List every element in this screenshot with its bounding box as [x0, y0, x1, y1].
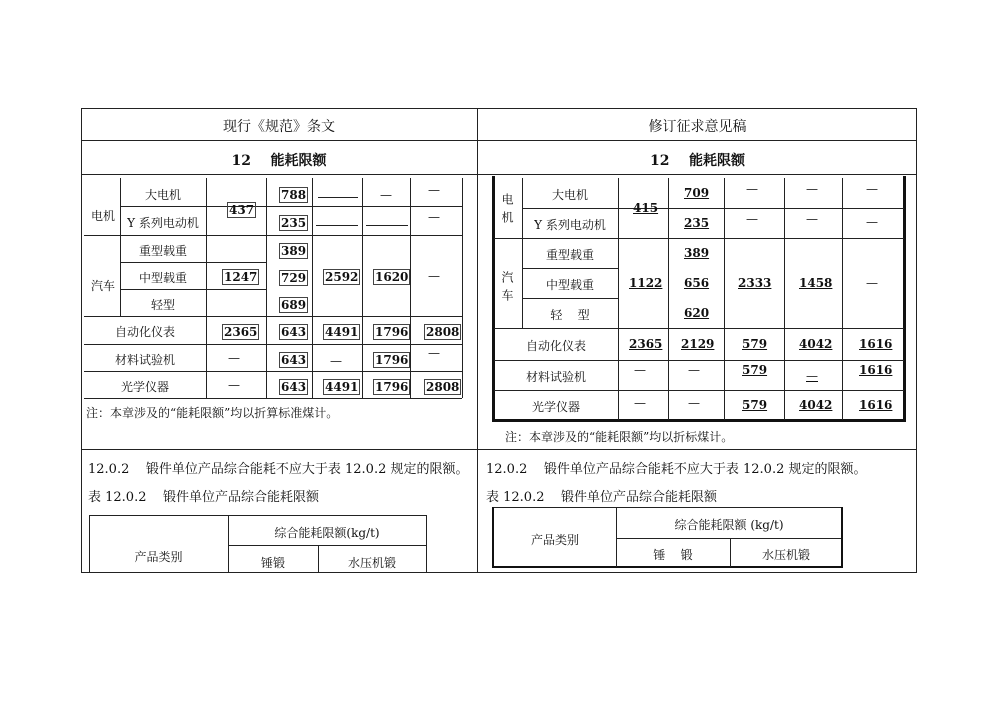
section-divider — [81, 174, 917, 175]
clause-divider — [81, 449, 917, 450]
left-clause-text: 12.0.2 锻件单位产品综合能耗不应大于表 12.0.2 规定的限额。 — [88, 462, 469, 477]
right-column-title: 修订征求意见稿 — [648, 119, 747, 135]
right-mat-v1: — — [634, 363, 646, 377]
right-motor-dash-6: — — [866, 215, 878, 229]
right-row-medium: 中型载重 — [545, 278, 594, 292]
right-auto-v1: 2365 — [629, 337, 663, 351]
left-motor-col2-a: 788 — [281, 188, 307, 202]
left-motor-col3-dash — [318, 197, 358, 198]
left-row-heavy: 重型载重 — [138, 244, 187, 258]
left-car-col5: — — [428, 269, 440, 283]
right-sub-header: 综合能耗限额 (kg/t) — [674, 518, 784, 532]
right-car-col5: — — [866, 276, 878, 290]
right-sub-col-press: 水压机锻 — [761, 548, 810, 562]
left-car-label: 汽车 — [90, 279, 115, 293]
left-row-medium: 中型载重 — [138, 271, 187, 285]
right-row-y-motor: Y 系列电动机 — [534, 218, 606, 232]
right-car-col1: 1122 — [629, 276, 663, 290]
right-mat-v4: — — [806, 369, 818, 383]
right-row-optical: 光学仪器 — [531, 400, 580, 414]
right-motor-col1: 415 — [633, 201, 659, 215]
right-opt-v2: — — [688, 396, 700, 410]
left-column-title: 现行《规范》条文 — [223, 119, 335, 135]
right-car-col2-c: 620 — [684, 306, 710, 320]
left-y-col3-dash — [316, 225, 358, 226]
left-mat-v3: — — [330, 354, 342, 368]
right-section-title: 12 能耗限额 — [650, 153, 745, 169]
right-motor-col2-b: 235 — [684, 216, 710, 230]
right-clause-text: 12.0.2 锻件单位产品综合能耗不应大于表 12.0.2 规定的限额。 — [486, 462, 867, 477]
left-motor-col2-b: 235 — [281, 216, 307, 230]
left-car-col1: 1247 — [224, 270, 258, 284]
left-mat-v1: — — [228, 351, 240, 365]
right-row-automation: 自动化仪表 — [525, 339, 586, 353]
left-motor-col5-dash-b: — — [428, 210, 440, 224]
right-opt-v5: 1616 — [859, 398, 893, 412]
left-opt-v5: 2808 — [426, 380, 460, 394]
left-motor-col1: 437 — [229, 203, 255, 217]
right-row-light: 轻 型 — [550, 308, 590, 322]
right-sub-category: 产品类别 — [530, 533, 579, 547]
column-divider — [477, 108, 478, 573]
left-opt-v4: 1796 — [375, 380, 409, 394]
left-row-material: 材料试验机 — [114, 353, 175, 367]
right-motor-dash-5: — — [806, 212, 818, 226]
right-note: 注：本章涉及的“能耗限额”均以折标煤计。 — [505, 430, 734, 444]
left-row-light: 轻型 — [150, 298, 175, 312]
right-motor-col2-a: 709 — [684, 186, 710, 200]
right-table-caption: 表 12.0.2 锻件单位产品综合能耗限额 — [486, 490, 718, 505]
right-mat-v5: 1616 — [859, 363, 893, 377]
left-opt-v3: 4491 — [325, 380, 359, 394]
left-section-title: 12 能耗限额 — [231, 153, 327, 169]
right-opt-v4: 4042 — [799, 398, 833, 412]
left-car-col4: 1620 — [375, 270, 409, 284]
left-motor-col5-dash-a: — — [428, 183, 440, 197]
left-sub-col-press: 水压机锻 — [347, 556, 396, 570]
right-mat-v3: 579 — [742, 363, 768, 377]
right-auto-v2: 2129 — [681, 337, 715, 351]
left-mat-v5: — — [428, 346, 440, 360]
right-car-col2-a: 389 — [684, 246, 710, 260]
left-y-col4-dash — [366, 225, 408, 226]
right-motor-dash-3: — — [866, 182, 878, 196]
left-mat-v2: 643 — [281, 353, 307, 367]
right-row-big-motor: 大电机 — [551, 188, 588, 202]
right-auto-v5: 1616 — [859, 337, 893, 351]
left-row-y-motor: Y 系列电动机 — [127, 216, 199, 230]
right-row-material: 材料试验机 — [525, 370, 586, 384]
left-motor-col4-dash: — — [380, 188, 392, 202]
right-row-heavy: 重型载重 — [545, 248, 594, 262]
left-motor-label: 电机 — [90, 209, 115, 223]
left-sub-category: 产品类别 — [134, 550, 183, 564]
right-sub-col-hammer: 锤 锻 — [653, 548, 693, 562]
left-opt-v1: — — [228, 378, 240, 392]
left-opt-v2: 643 — [281, 380, 307, 394]
left-auto-v2: 643 — [281, 325, 307, 339]
left-auto-v4: 1796 — [375, 325, 409, 339]
left-row-automation: 自动化仪表 — [114, 325, 175, 339]
right-car-col2-b: 656 — [684, 276, 710, 290]
left-row-big-motor: 大电机 — [144, 188, 181, 202]
right-motor-label: 电机 — [500, 193, 514, 229]
left-car-col2-c: 689 — [281, 298, 307, 312]
right-mat-v2: — — [688, 363, 700, 377]
left-sub-col-hammer: 锤锻 — [260, 556, 285, 570]
left-auto-v3: 4491 — [325, 325, 359, 339]
right-motor-dash-2: — — [806, 182, 818, 196]
left-note: 注：本章涉及的“能耗限额”均以折算标准煤计。 — [86, 406, 339, 420]
header-divider — [81, 140, 917, 141]
right-opt-v3: 579 — [742, 398, 768, 412]
left-car-col3: 2592 — [325, 270, 359, 284]
left-mat-v4: 1796 — [375, 353, 409, 367]
right-car-label: 汽车 — [500, 271, 514, 307]
right-auto-v3: 579 — [742, 337, 768, 351]
left-auto-v5: 2808 — [426, 325, 460, 339]
left-table-caption: 表 12.0.2 锻件单位产品综合能耗限额 — [88, 490, 320, 505]
right-opt-v1: — — [634, 396, 646, 410]
right-car-col3: 2333 — [738, 276, 772, 290]
left-sub-header: 综合能耗限额(kg/t) — [274, 526, 380, 540]
left-row-optical: 光学仪器 — [120, 380, 169, 394]
right-auto-v4: 4042 — [799, 337, 833, 351]
right-motor-dash-4: — — [746, 212, 758, 226]
right-motor-dash-1: — — [746, 182, 758, 196]
left-auto-v1: 2365 — [224, 325, 258, 339]
right-car-col4: 1458 — [799, 276, 833, 290]
left-car-col2-a: 389 — [281, 244, 307, 258]
left-car-col2-b: 729 — [281, 271, 307, 285]
